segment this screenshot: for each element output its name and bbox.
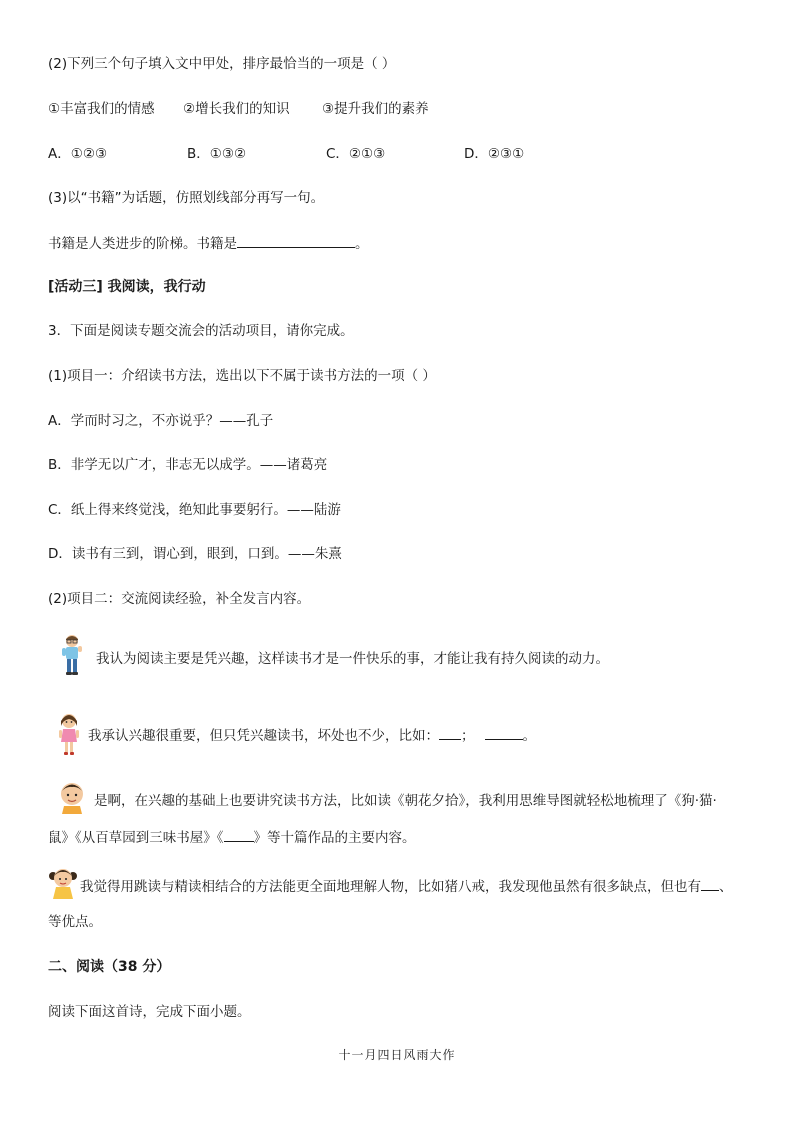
dialogue-4-line-1-end: 、 — [719, 879, 733, 895]
dialogue-3-line-1: 是啊，在兴趣的基础上也要讲究读书方法，比如读《朝花夕拾》，我利用思维导图就轻松地梳理了《狗·猫· — [94, 793, 717, 809]
dialogue-2-separator: ； — [461, 728, 475, 744]
q2-stem: (2)下列三个句子填入文中甲处，排序最恰当的一项是（ ） — [48, 56, 396, 72]
q3-answer-blank[interactable] — [237, 234, 355, 248]
q2-option-c: C．②①③ — [326, 146, 386, 162]
activity3-title: [活动三] 我阅读，我行动 — [48, 279, 206, 295]
dialogue-2-blank-1[interactable] — [439, 726, 461, 740]
dialogue-4-line-2: 等优点。 — [48, 914, 102, 930]
q2-item-1: ①丰富我们的情感 — [48, 101, 155, 117]
dialogue-3-line-2-suffix: 》等十篇作品的主要内容。 — [253, 830, 416, 846]
dialogue-2-prefix: 我承认兴趣很重要，但只凭兴趣读书，坏处也不少，比如： — [88, 728, 439, 744]
dialogue-4-line-1-text: 我觉得用跳读与精读相结合的方法能更全面地理解人物，比如猪八戒，我发现他虽然有很多缺点，但也有 — [80, 879, 701, 895]
q2-option-d: D．②③① — [464, 146, 525, 162]
question3-p1-option-b: B．非学无以广才，非志无以成学。——诸葛亮 — [48, 457, 328, 473]
dialogue-1-text: 我认为阅读主要是凭兴趣，这样读书才是一件快乐的事，才能让我有持久阅读的动力。 — [96, 651, 609, 667]
question3-p1-option-c: C．纸上得来终觉浅，绝知此事要躬行。——陆游 — [48, 502, 341, 518]
dialogue-2-text — [88, 726, 536, 745]
dialogue-2-end: 。 — [522, 728, 536, 744]
dialogue-4-blank[interactable] — [701, 877, 719, 891]
question3-p1-option-d: D．读书有三到，谓心到，眼到，口到。——朱熹 — [48, 546, 342, 562]
dialogue-2-blank-2[interactable] — [485, 726, 523, 740]
q3-example-prefix: 书籍是人类进步的阶梯。书籍是 — [48, 236, 237, 252]
question3-p1-option-a: A．学而时习之，不亦说乎？——孔子 — [48, 413, 274, 429]
question3-p1-stem: (1)项目一：介绍读书方法，选出以下不属于读书方法的一项（ ） — [48, 368, 436, 384]
section-2-instruction: 阅读下面这首诗，完成下面小题。 — [48, 1004, 251, 1020]
boy-glasses-avatar-icon — [60, 634, 84, 676]
q2-item-2: ②增长我们的知识 — [183, 101, 290, 117]
q2-option-a: A．①②③ — [48, 146, 108, 162]
q2-option-b: B．①③② — [187, 146, 247, 162]
q2-item-3: ③提升我们的素养 — [322, 101, 429, 117]
dialogue-3-line-2-prefix: 鼠》《从百草园到三味书屋》《 — [48, 830, 224, 846]
q3-stem: (3)以“书籍”为话题，仿照划线部分再写一句。 — [48, 190, 325, 206]
q3-example-suffix: 。 — [355, 236, 369, 252]
girl-avatar-icon — [56, 712, 82, 756]
dialogue-3-blank[interactable] — [224, 828, 254, 842]
page-footer: 十一月四日风雨大作 — [338, 1048, 456, 1062]
boy-avatar-icon — [58, 781, 86, 815]
dialogue-4-line-1 — [80, 877, 733, 896]
question3-p2-stem: (2)项目二：交流阅读经验，补全发言内容。 — [48, 591, 311, 607]
q3-example — [48, 234, 369, 253]
girl-pigtails-avatar-icon — [48, 866, 78, 902]
dialogue-3-line-2 — [48, 828, 416, 847]
question3-stem: 3．下面是阅读专题交流会的活动项目，请你完成。 — [48, 323, 354, 339]
section-2-title: 二、阅读（38 分） — [48, 959, 171, 975]
